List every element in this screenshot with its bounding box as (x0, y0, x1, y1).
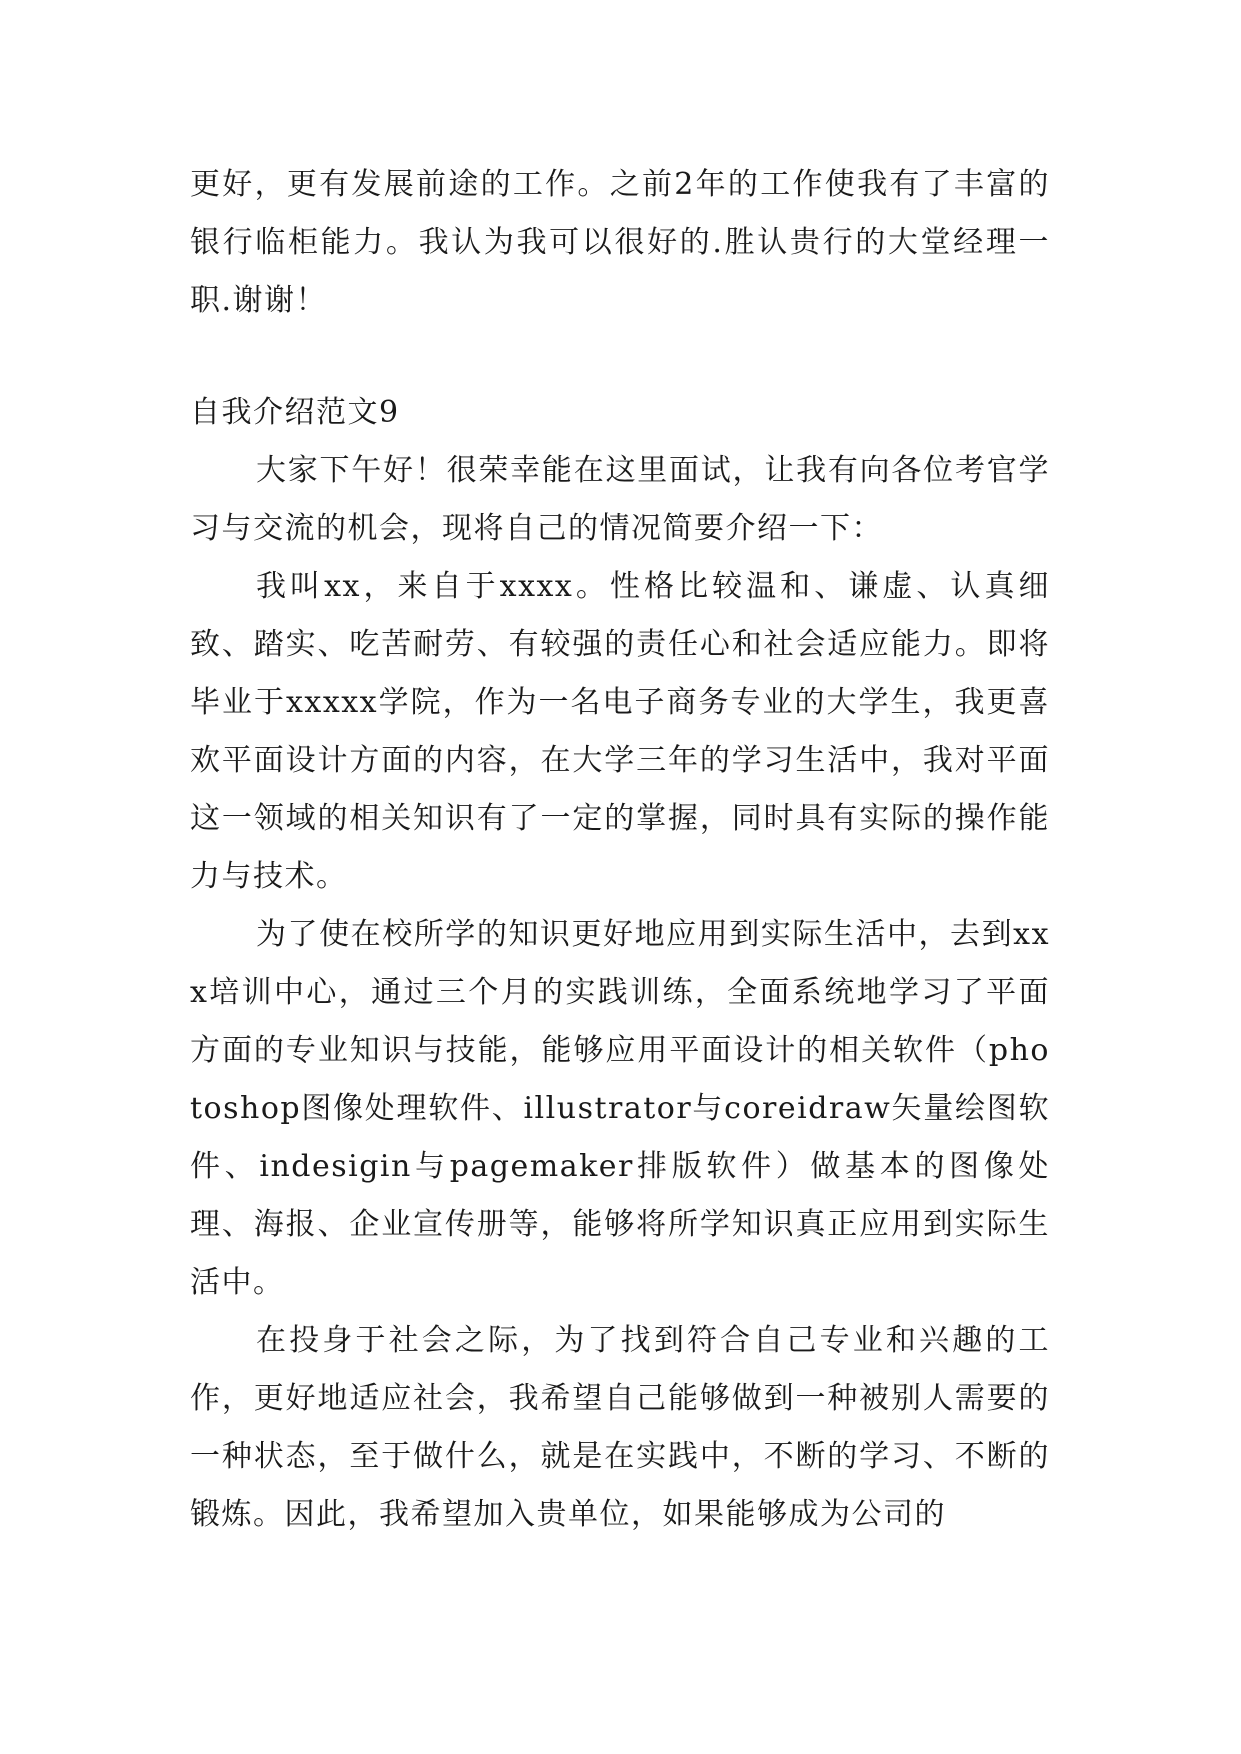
paragraph-introduction: 我叫xx，来自于xxxx。性格比较温和、谦虚、认真细致、踏实、吃苦耐劳、有较强的责任心和社会适应能力。即将毕业于xxxxx学院，作为一名电子商务专业的大学生，我更喜欢平面设计方面的内容，在大学三年的学习生活中，我对平面这一领域的相关知识有了一定的掌握，同时具有实际的操作能力与技术。 (190, 569, 1050, 894)
continued-paragraph: 更好，更有发展前途的工作。之前2年的工作使我有了丰富的银行临柜能力。我认为我可以很好的.胜认贵行的大堂经理一职.谢谢！ (190, 167, 1050, 318)
paragraph-greeting: 大家下午好！很荣幸能在这里面试，让我有向各位考官学习与交流的机会，现将自己的情况简要介绍一下： (190, 453, 1050, 546)
paragraph-aspiration: 在投身于社会之际，为了找到符合自己专业和兴趣的工作，更好地适应社会，我希望自己能够做到一种被别人需要的一种状态，至于做什么，就是在实践中，不断的学习、不断的锻炼。因此，我希望加入贵单位，如果能够成为公司的 (190, 1323, 1050, 1532)
paragraph-training: 为了使在校所学的知识更好地应用到实际生活中，去到xxx培训中心，通过三个月的实践训练，全面系统地学习了平面方面的专业知识与技能，能够应用平面设计的相关软件（photoshop图像处理软件、illustrator与coreidraw矢量绘图软件、indesigin与pagemaker排版软件）做基本的图像处理、海报、企业宣传册等，能够将所学知识真正应用到实际生活中。 (190, 917, 1050, 1300)
document-body (190, 156, 1050, 1544)
section-title: 自我介绍范文9 (190, 395, 400, 430)
